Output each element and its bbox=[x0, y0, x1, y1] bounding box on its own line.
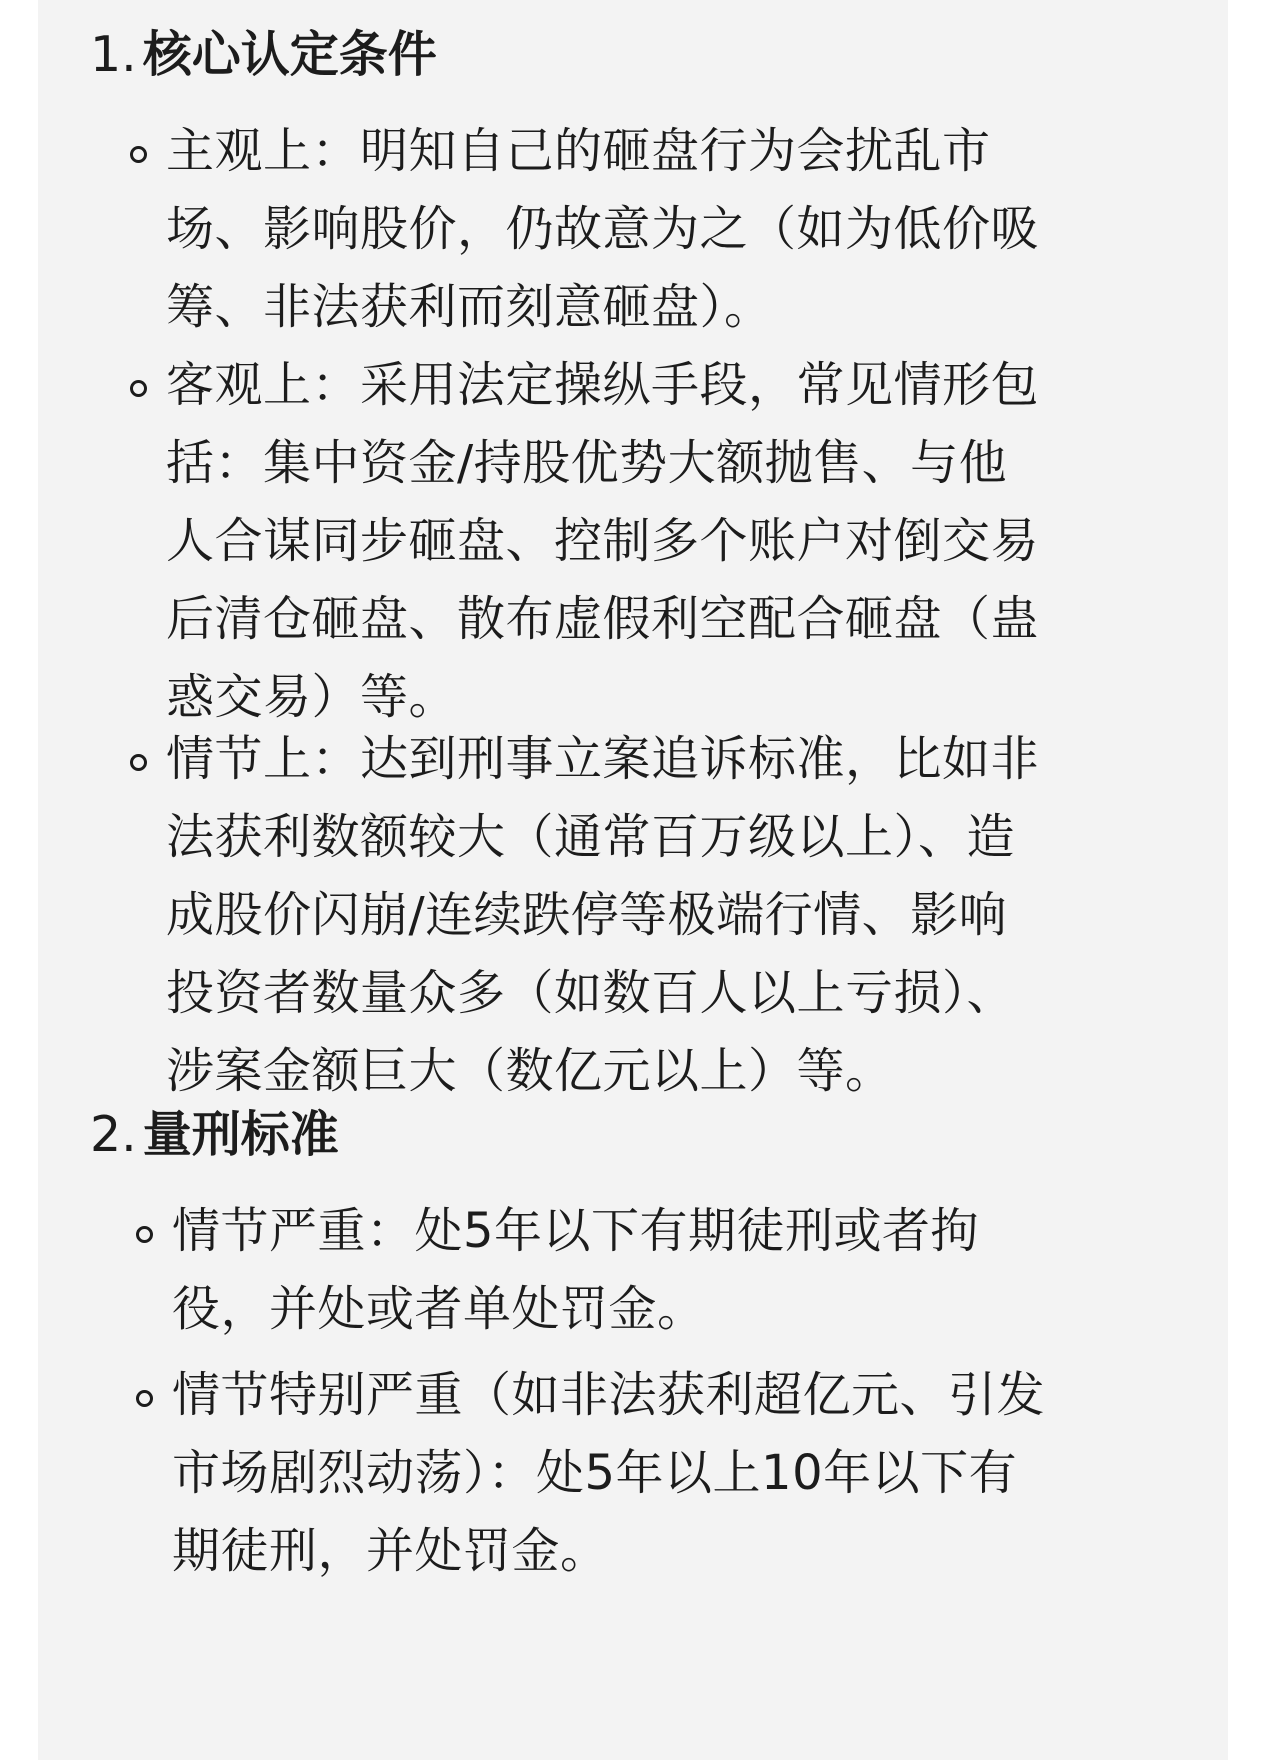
list-item-text bbox=[166, 720, 1039, 1110]
text-line: 役，并处或者单处罚金。 bbox=[172, 1281, 706, 1337]
text-line: 涉案金额巨大（数亿元以上）等。 bbox=[166, 1043, 894, 1099]
list-item-text bbox=[166, 346, 1039, 736]
section-title: 核心认定条件 bbox=[142, 26, 437, 83]
text-line: 人合谋同步砸盘、控制多个账户对倒交易 bbox=[166, 513, 1040, 569]
text-line: 场、影响股价，仍故意为之（如为低价吸 bbox=[166, 201, 1040, 257]
document-panel bbox=[38, 0, 1228, 1760]
text-line: 成股价闪崩/连续跌停等极端行情、影响 bbox=[166, 887, 1008, 943]
list-item-text bbox=[172, 1192, 979, 1348]
text-line: 筹、非法获利而刻意砸盘）。 bbox=[166, 279, 773, 335]
bullet-icon bbox=[136, 1226, 153, 1243]
text-line: 市场剧烈动荡）：处5年以上10年以下有 bbox=[172, 1445, 1018, 1501]
text-line: 客观上：采用法定操纵手段，常见情形包 bbox=[166, 357, 1040, 413]
text-line: 主观上：明知自己的砸盘行为会扰乱市 bbox=[166, 123, 991, 179]
bullet-icon bbox=[136, 1390, 153, 1407]
text-line: 后清仓砸盘、散布虚假利空配合砸盘（蛊 bbox=[166, 591, 1040, 647]
section-heading-1 bbox=[90, 20, 437, 90]
section-number: 1. bbox=[90, 26, 137, 83]
bullet-icon bbox=[130, 754, 147, 771]
section-heading-2 bbox=[90, 1100, 339, 1170]
section-title: 量刑标准 bbox=[142, 1106, 339, 1163]
list-item-text bbox=[172, 1356, 1045, 1590]
text-line: 投资者数量众多（如数百人以上亏损）、 bbox=[166, 965, 1016, 1021]
text-line: 情节上：达到刑事立案追诉标准，比如非 bbox=[166, 731, 1040, 787]
list-item-text bbox=[166, 112, 1039, 346]
bullet-icon bbox=[130, 380, 147, 397]
section-number: 2. bbox=[90, 1106, 137, 1163]
text-line: 期徒刑，并处罚金。 bbox=[172, 1523, 609, 1579]
text-line: 情节特别严重（如非法获利超亿元、引发 bbox=[172, 1367, 1046, 1423]
text-line: 括：集中资金/持股优势大额抛售、与他 bbox=[166, 435, 1008, 491]
text-line: 惑交易）等。 bbox=[166, 669, 458, 725]
text-line: 情节严重：处5年以下有期徒刑或者拘 bbox=[172, 1203, 980, 1259]
text-line: 法获利数额较大（通常百万级以上）、造 bbox=[166, 809, 1016, 865]
bullet-icon bbox=[130, 146, 147, 163]
